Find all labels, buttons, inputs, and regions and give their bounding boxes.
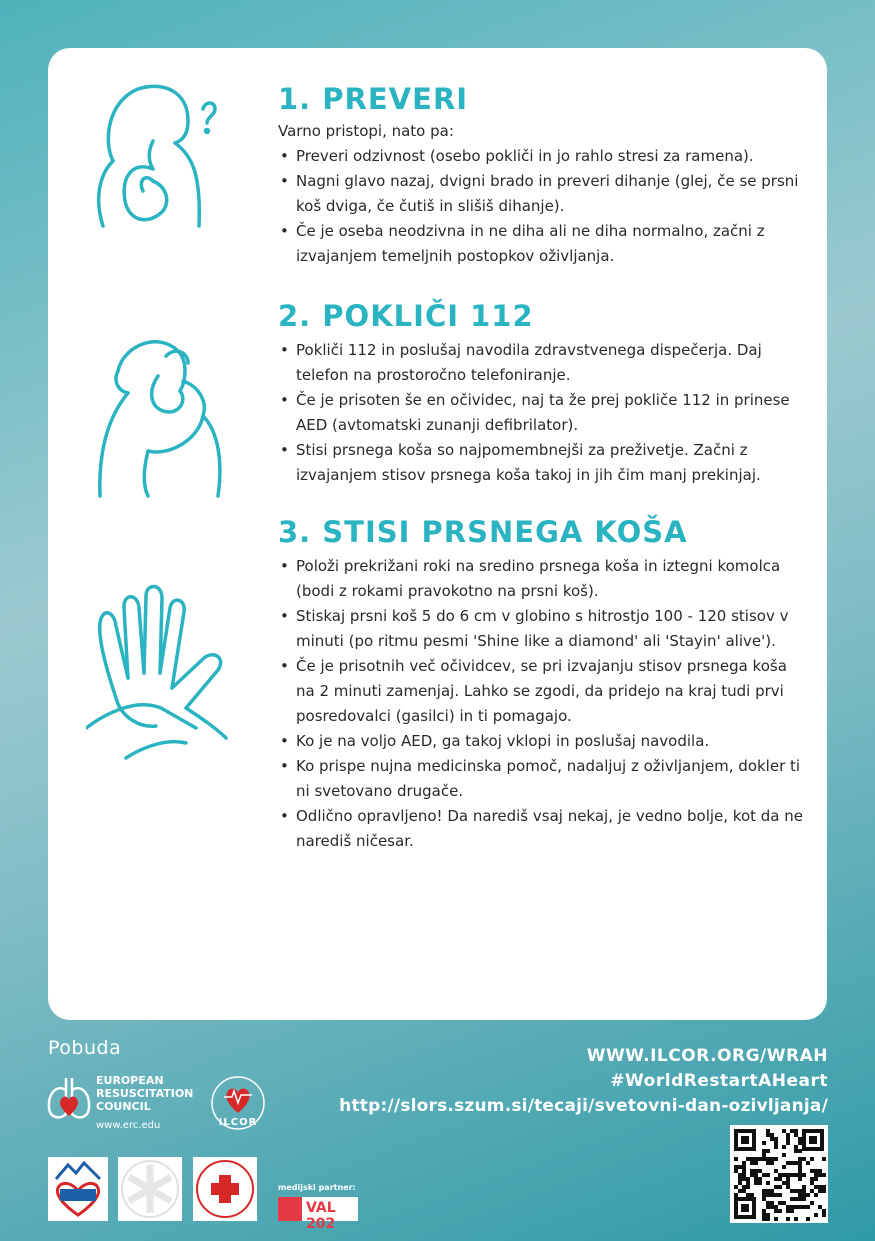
list-item: • Pokliči 112 in poslušaj navodila zdravstvenega dispečerja. Daj telefon na prostoročno telefoniranje. <box>278 338 808 388</box>
lungs-heart-icon <box>46 1074 92 1122</box>
media-partner-label: medijski partner: <box>278 1183 356 1192</box>
hashtag: #WorldRestartAHeart <box>610 1071 828 1091</box>
erc-name: EUROPEAN RESUSCITATION COUNCIL <box>96 1074 194 1113</box>
section-title: 1. PREVERI <box>278 82 469 116</box>
list-item: • Če je prisotnih več očividcev, se pri izvajanju stisov prsnega koša na 2 minuti zamenjaj. Lahko se zgodi, da pridejo na kraj tudi prvi posredovalci (gasilci) in ti pomagajo. <box>278 654 808 729</box>
slors-link[interactable]: http://slors.szum.si/tecaji/svetovni-dan-ozivljanja/ <box>339 1096 828 1116</box>
ilcor-logo <box>206 1075 270 1135</box>
list-item: • Položi prekrižani roki na sredino prsnega koša in iztegni komolca (bodi z rokami pravokotno na prsni koš). <box>278 554 808 604</box>
val-mark-icon <box>278 1197 302 1221</box>
section-intro: Varno pristopi, nato pa: <box>278 122 454 140</box>
section-title: 3. STISI PRSNEGA KOŠA <box>278 515 688 549</box>
bullet-list <box>278 144 808 269</box>
initiative-label: Pobuda <box>48 1037 122 1059</box>
list-item: • Če je oseba neodzivna in ne diha ali ne diha normalno, začni z izvajanjem temeljnih postopkov oživljanja. <box>278 219 808 269</box>
section-compressions <box>278 514 808 854</box>
list-item: • Nagni glavo nazaj, dvigni brado in preveri dihanje (glej, če se prsni koš dviga, če čutiš in slišiš dihanje). <box>278 169 808 219</box>
ilcor-link[interactable]: WWW.ILCOR.ORG/WRAH <box>586 1046 828 1066</box>
content-card <box>48 48 827 1020</box>
red-cross-logo <box>193 1157 257 1221</box>
ems-logo <box>118 1157 182 1221</box>
slors-logo <box>48 1157 108 1221</box>
thinking-person-icon <box>93 81 233 231</box>
qr-code-icon <box>730 1125 828 1223</box>
bullet-list <box>278 338 808 488</box>
footer-links <box>339 1044 828 1119</box>
section-call <box>278 298 808 488</box>
ilcor-name: ILCOR <box>218 1117 258 1128</box>
list-item: • Stisi prsnega koša so najpomembnejši za preživetje. Začni z izvajanjem stisov prsnega koša takoj in jih čim manj prekinjaj. <box>278 438 808 488</box>
person-phone-icon <box>88 331 238 501</box>
erc-logo <box>46 1072 206 1136</box>
section-title: 2. POKLIČI 112 <box>278 299 534 333</box>
erc-url: www.erc.edu <box>96 1120 161 1131</box>
list-item: • Če je prisoten še en očividec, naj ta že prej pokliče 112 in prinese AED (avtomatski zunanji defibrilator). <box>278 388 808 438</box>
crossed-hands-icon <box>86 578 236 763</box>
bullet-list <box>278 554 808 854</box>
list-item: • Ko je na voljo AED, ga takoj vklopi in poslušaj navodila. <box>278 729 808 754</box>
val202-logo <box>278 1197 358 1232</box>
list-item: • Preveri odzivnost (osebo pokliči in jo rahlo stresi za ramena). <box>278 144 808 169</box>
section-check <box>278 81 808 269</box>
val-name: VAL 202 <box>306 1200 336 1232</box>
list-item: • Stiskaj prsni koš 5 do 6 cm v globino s hitrostjo 100 - 120 stisov v minuti (po ritmu pesmi 'Shine like a diamond' ali 'Stayin' alive'). <box>278 604 808 654</box>
list-item: • Odlično opravljeno! Da narediš vsaj nekaj, je vedno bolje, kot da ne narediš ničesar. <box>278 804 808 854</box>
list-item: • Ko prispe nujna medicinska pomoč, nadaljuj z oživljanjem, dokler ti ni svetovano drugače. <box>278 754 808 804</box>
